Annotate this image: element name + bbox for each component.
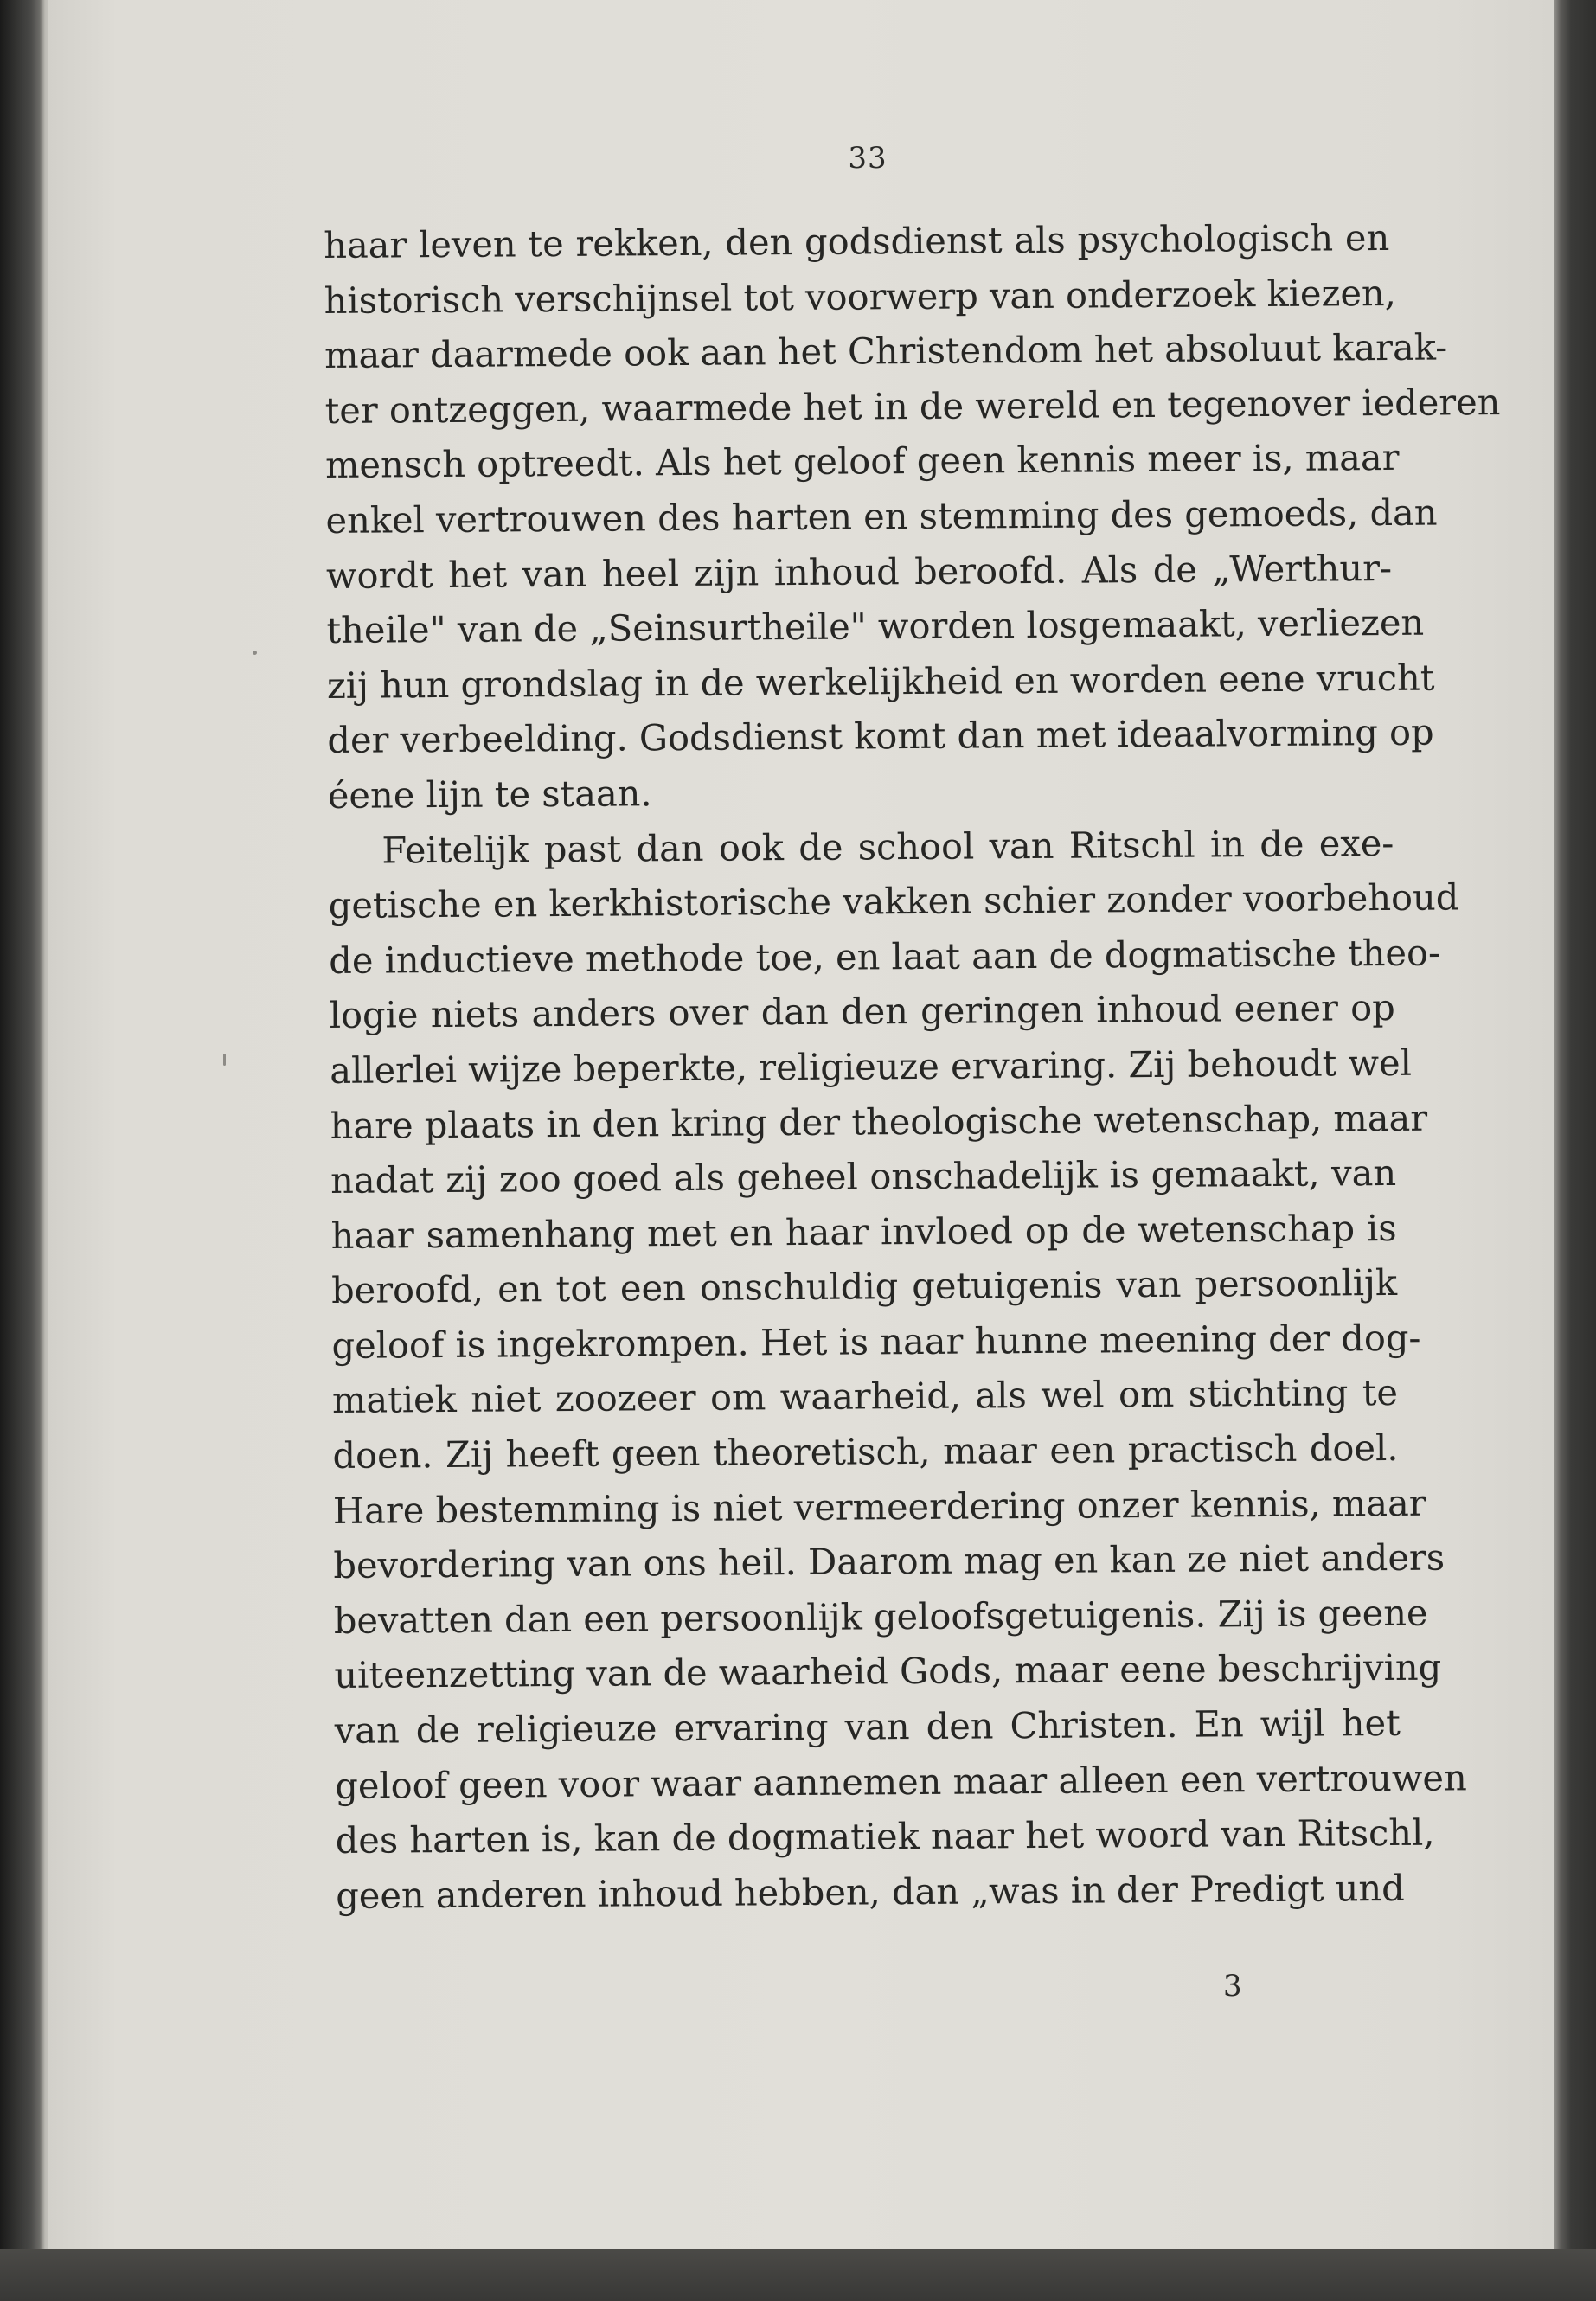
text-line: mensch optreedt. Als het geloof geen kennis meer is, maar (324, 436, 1400, 487)
text-line: Hare bestemming is niet vermeerdering onzer kennis, maar (332, 1481, 1426, 1532)
text-line: ter ontzeggen, waarmede het in de wereld en tegenover iederen (324, 380, 1501, 432)
text-line: enkel vertrouwen des harten en stemming des gemoeds, dan (325, 490, 1438, 542)
text-line: zij hun grondslag in de werkelijkheid en worden eene vrucht (326, 656, 1435, 707)
text-line: des harten is, kan de dogmatiek naar het woord van Ritschl, (335, 1811, 1435, 1862)
page-number: 33 (848, 141, 888, 176)
text-line: de inductieve methode toe, en laat aan de dogmatische theo- (329, 931, 1441, 982)
text-line: van de religieuze ervaring van den Christen. En wijl het (334, 1701, 1401, 1752)
text-line: nadat zij zoo goed als geheel onschadelijk is gemaakt, van (330, 1151, 1397, 1202)
text-line: haar leven te rekken, den godsdienst als psychologisch en (324, 215, 1390, 266)
paragraph-start-line: Feitelijk past dan ook de school van Ritschl in de exe- (381, 821, 1394, 872)
page-bottom-shadow (0, 2249, 1596, 2301)
text-line: bevatten dan een persoonlijk geloofsgetuigenis. Zij is geene (333, 1591, 1428, 1642)
signature-mark: 3 (1223, 1969, 1242, 2003)
text-line: wordt het van heel zijn inhoud beroofd. Als de „Werthur- (325, 546, 1393, 597)
text-line: geen anderen inhoud hebben, dan „was in der Predigt und (336, 1866, 1405, 1917)
text-line: doen. Zij heeft geen theoretisch, maar een practisch doel. (332, 1426, 1399, 1477)
text-line: éene lijn te staan. (327, 772, 652, 817)
text-line: geloof geen voor waar aannemen maar alleen een vertrouwen (335, 1755, 1467, 1807)
text-line: hare plaats in den kring der theologische wetenschap, maar (330, 1096, 1428, 1147)
text-line: geloof is ingekrompen. Het is naar hunne meening der dog- (331, 1316, 1421, 1367)
paper-speck (223, 1054, 226, 1066)
text-line: haar samenhang met en haar invloed op de wetenschap is (330, 1206, 1397, 1257)
text-line: logie niets anders over dan den geringen inhoud eener op (329, 986, 1395, 1037)
text-line: beroofd, en tot een onschuldig getuigenis van persoonlijk (330, 1261, 1398, 1312)
text-line: maar daarmede ook aan het Christendom het absoluut karak- (324, 325, 1448, 377)
text-line: historisch verschijnsel tot voorwerp van onderzoek kiezen, (324, 271, 1396, 322)
text-line: getische en kerkhistorische vakken schier zonder voorbehoud (328, 875, 1459, 927)
text-line: allerlei wijze beperkte, religieuze ervaring. Zij behoudt wel (330, 1041, 1413, 1092)
paper-speck (253, 651, 257, 655)
text-line: der verbeelding. Godsdienst komt dan met ideaalvorming op (327, 710, 1434, 762)
body-text (324, 210, 1501, 1923)
text-line: theile" van de „Seinsurtheile" worden losgemaakt, verliezen (326, 600, 1425, 652)
text-line: matiek niet zoozeer om waarheid, als wel om stichting te (331, 1371, 1399, 1422)
text-line: uiteenzetting van de waarheid Gods, maar eene beschrijving (334, 1646, 1442, 1697)
page-edge-right (1554, 0, 1596, 2301)
text-line: bevordering van ons heil. Daarom mag en kan ze niet anders (333, 1535, 1445, 1587)
